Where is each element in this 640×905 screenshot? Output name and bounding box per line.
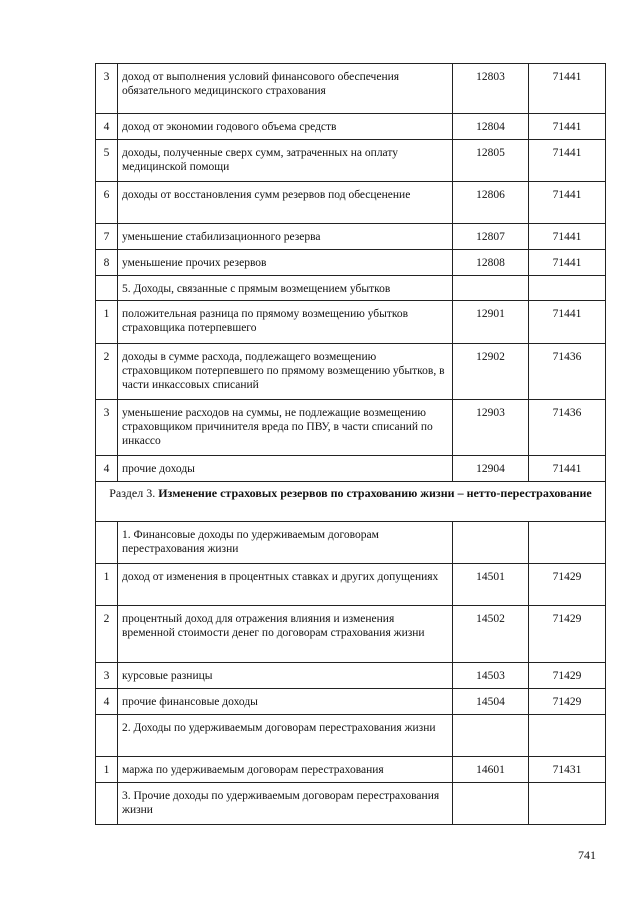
page-number: 741	[578, 848, 596, 862]
section-title: Изменение страховых резервов по страхованию жизни – нетто-перестрахование	[158, 486, 592, 500]
row-number-cell: 1	[96, 757, 118, 783]
table-row	[96, 114, 606, 140]
row-code-cell: 12904	[453, 456, 529, 482]
row-code-cell: 14504	[453, 689, 529, 715]
table-row	[96, 783, 606, 825]
row-code-cell: 12805	[453, 140, 529, 182]
row-number-cell: 3	[96, 400, 118, 456]
row-account-cell: 71436	[529, 400, 606, 456]
row-number-cell: 6	[96, 182, 118, 224]
document-table	[95, 63, 606, 825]
row-description-cell: доходы в сумме расхода, подлежащего возмещению страховщиком потерпевшего по прямому возмещению убытков, в части инкассовых списаний	[118, 344, 453, 400]
row-code-cell: 14601	[453, 757, 529, 783]
table-row	[96, 276, 606, 301]
row-description-cell: 1. Финансовые доходы по удерживаемым договорам перестрахования жизни	[118, 522, 453, 564]
row-code-cell: 12808	[453, 250, 529, 276]
section-prefix: Раздел 3.	[109, 486, 159, 500]
section-header-group	[96, 482, 606, 522]
row-number-cell: 5	[96, 140, 118, 182]
row-code-cell: 12902	[453, 344, 529, 400]
row-account-cell: 71441	[529, 140, 606, 182]
row-description-cell: уменьшение расходов на суммы, не подлежащие возмещению страховщиком причинителя вреда по ПВУ, в части списаний по инкассо	[118, 400, 453, 456]
table-row	[96, 182, 606, 224]
row-account-cell	[529, 276, 606, 301]
row-description-cell: доход от экономии годового объема средств	[118, 114, 453, 140]
row-code-cell: 14502	[453, 606, 529, 663]
row-description-cell: положительная разница по прямому возмещению убытков страховщика потерпевшего	[118, 301, 453, 344]
row-code-cell: 12806	[453, 182, 529, 224]
table-row	[96, 400, 606, 456]
table-row	[96, 522, 606, 564]
row-number-cell: 3	[96, 64, 118, 114]
row-code-cell: 12803	[453, 64, 529, 114]
row-account-cell: 71441	[529, 182, 606, 224]
row-account-cell: 71431	[529, 757, 606, 783]
row-number-cell	[96, 715, 118, 757]
row-number-cell	[96, 522, 118, 564]
section-header-row	[96, 482, 606, 522]
row-description-cell: курсовые разницы	[118, 663, 453, 689]
row-code-cell: 12901	[453, 301, 529, 344]
row-description-cell: 3. Прочие доходы по удерживаемым договорам перестрахования жизни	[118, 783, 453, 825]
row-description-cell: 2. Доходы по удерживаемым договорам перестрахования жизни	[118, 715, 453, 757]
row-description-cell: процентный доход для отражения влияния и изменения временной стоимости денег по договорам страхования жизни	[118, 606, 453, 663]
row-account-cell: 71429	[529, 606, 606, 663]
row-code-cell: 12807	[453, 224, 529, 250]
row-code-cell	[453, 522, 529, 564]
row-description-cell: доход от изменения в процентных ставках и других допущениях	[118, 564, 453, 606]
row-number-cell: 1	[96, 564, 118, 606]
row-number-cell	[96, 276, 118, 301]
row-number-cell: 3	[96, 663, 118, 689]
table-row	[96, 663, 606, 689]
row-description-cell: доходы от восстановления сумм резервов под обесценение	[118, 182, 453, 224]
row-code-cell: 12804	[453, 114, 529, 140]
table-row	[96, 606, 606, 663]
row-account-cell: 71429	[529, 689, 606, 715]
row-description-cell: прочие доходы	[118, 456, 453, 482]
row-number-cell: 4	[96, 456, 118, 482]
table-row	[96, 301, 606, 344]
row-description-cell: 5. Доходы, связанные с прямым возмещением убытков	[118, 276, 453, 301]
row-account-cell: 71441	[529, 114, 606, 140]
row-code-cell: 12903	[453, 400, 529, 456]
row-code-cell: 14501	[453, 564, 529, 606]
table-row	[96, 715, 606, 757]
row-number-cell: 2	[96, 344, 118, 400]
row-account-cell: 71436	[529, 344, 606, 400]
row-number-cell: 1	[96, 301, 118, 344]
table-row	[96, 757, 606, 783]
table-row	[96, 564, 606, 606]
table-row	[96, 224, 606, 250]
row-code-cell	[453, 783, 529, 825]
row-account-cell: 71441	[529, 456, 606, 482]
table-row	[96, 344, 606, 400]
row-number-cell: 8	[96, 250, 118, 276]
row-account-cell: 71441	[529, 64, 606, 114]
table-body-top	[96, 64, 606, 482]
row-account-cell: 71429	[529, 663, 606, 689]
table-row	[96, 64, 606, 114]
row-description-cell: маржа по удерживаемым договорам перестрахования	[118, 757, 453, 783]
row-account-cell: 71429	[529, 564, 606, 606]
row-account-cell	[529, 783, 606, 825]
row-code-cell	[453, 276, 529, 301]
row-account-cell: 71441	[529, 301, 606, 344]
table-row	[96, 250, 606, 276]
row-number-cell: 2	[96, 606, 118, 663]
row-description-cell: доход от выполнения условий финансового обеспечения обязательного медицинского страхования	[118, 64, 453, 114]
table-body-bottom	[96, 522, 606, 825]
table-row	[96, 456, 606, 482]
row-account-cell	[529, 522, 606, 564]
row-code-cell: 14503	[453, 663, 529, 689]
row-number-cell: 4	[96, 689, 118, 715]
row-number-cell	[96, 783, 118, 825]
row-description-cell: прочие финансовые доходы	[118, 689, 453, 715]
row-account-cell: 71441	[529, 250, 606, 276]
row-description-cell: доходы, полученные сверх сумм, затраченных на оплату медицинской помощи	[118, 140, 453, 182]
row-description-cell: уменьшение стабилизационного резерва	[118, 224, 453, 250]
row-description-cell: уменьшение прочих резервов	[118, 250, 453, 276]
table-row	[96, 140, 606, 182]
row-account-cell	[529, 715, 606, 757]
row-number-cell: 4	[96, 114, 118, 140]
row-number-cell: 7	[96, 224, 118, 250]
row-code-cell	[453, 715, 529, 757]
table-row	[96, 689, 606, 715]
section-header-cell	[96, 482, 606, 522]
row-account-cell: 71441	[529, 224, 606, 250]
